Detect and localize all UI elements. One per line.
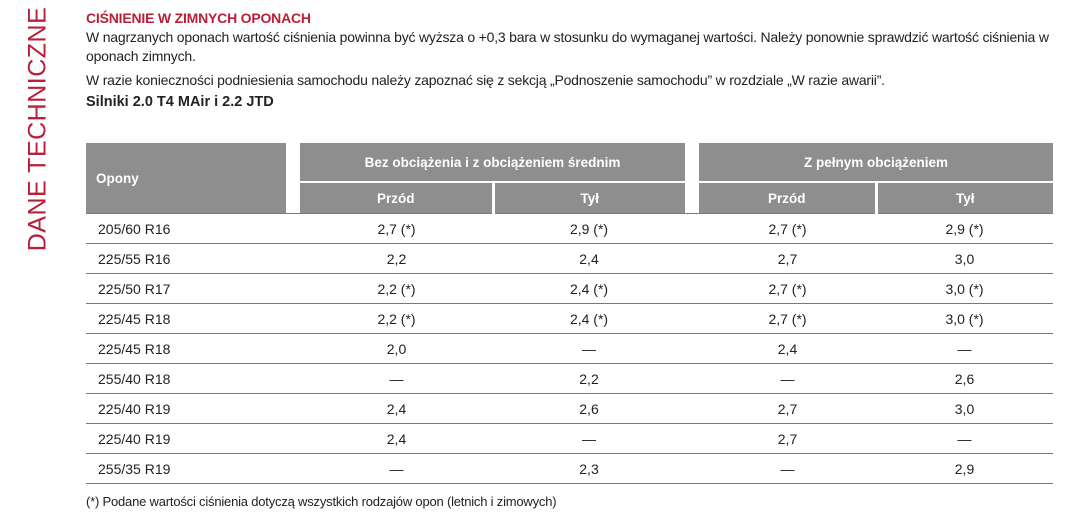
pressure-rear-full-cell: — <box>876 424 1053 454</box>
pressure-rear-full-cell: 2,9 <box>876 454 1053 484</box>
column-header-tires: Opony <box>86 143 286 214</box>
pressure-front-light-cell: 2,2 <box>300 244 493 274</box>
pressure-rear-light-cell: — <box>493 424 685 454</box>
table-row <box>86 394 1053 424</box>
engines-subheading: Silniki 2.0 T4 MAir i 2.2 JTD <box>86 94 274 110</box>
column-gap <box>286 364 300 394</box>
pressure-front-full-cell: 2,7 (*) <box>699 304 876 334</box>
tire-pressure-table <box>86 143 1053 484</box>
section-title: CIŚNIENIE W ZIMNYCH OPONACH <box>86 10 311 26</box>
pressure-front-light-cell: 2,2 (*) <box>300 274 493 304</box>
column-header-front-light: Przód <box>300 182 493 214</box>
pressure-rear-light-cell: — <box>493 334 685 364</box>
column-gap <box>286 274 300 304</box>
pressure-rear-full-cell: 2,6 <box>876 364 1053 394</box>
column-gap <box>286 143 300 214</box>
column-gap <box>685 143 699 214</box>
column-gap <box>685 334 699 364</box>
pressure-rear-full-cell: — <box>876 334 1053 364</box>
column-gap <box>685 364 699 394</box>
pressure-rear-light-cell: 2,3 <box>493 454 685 484</box>
pressure-front-light-cell: 2,4 <box>300 394 493 424</box>
group-header-light-load: Bez obciążenia i z obciążeniem średnim <box>300 143 685 182</box>
paragraph-lifting: W razie konieczności podniesienia samochodu należy zapoznać się z sekcją „Podnoszenie samochodu” w rozdziale „W razie awarii”. <box>86 72 885 88</box>
pressure-rear-full-cell: 3,0 <box>876 394 1053 424</box>
column-header-rear-light: Tył <box>493 182 685 214</box>
pressure-rear-full-cell: 3,0 <box>876 244 1053 274</box>
table-row <box>86 364 1053 394</box>
column-gap <box>286 394 300 424</box>
group-header-full-load: Z pełnym obciążeniem <box>699 143 1053 182</box>
table-row <box>86 274 1053 304</box>
tire-size-cell: 255/35 R19 <box>86 454 286 484</box>
table-row <box>86 304 1053 334</box>
column-gap <box>685 394 699 424</box>
column-header-front-full: Przód <box>699 182 876 214</box>
pressure-rear-full-cell: 3,0 (*) <box>876 274 1053 304</box>
tire-size-cell: 225/50 R17 <box>86 274 286 304</box>
tire-size-cell: 225/45 R18 <box>86 334 286 364</box>
pressure-front-light-cell: — <box>300 454 493 484</box>
column-gap <box>685 274 699 304</box>
pressure-front-full-cell: 2,7 (*) <box>699 274 876 304</box>
column-gap <box>286 424 300 454</box>
tire-size-cell: 225/40 R19 <box>86 424 286 454</box>
pressure-rear-full-cell: 3,0 (*) <box>876 304 1053 334</box>
tire-size-cell: 225/40 R19 <box>86 394 286 424</box>
table-body <box>86 214 1053 484</box>
pressure-front-full-cell: — <box>699 364 876 394</box>
column-gap <box>685 454 699 484</box>
footnote: (*) Podane wartości ciśnienia dotyczą wszystkich rodzajów opon (letnich i zimowych) <box>86 494 557 509</box>
column-header-rear-full: Tył <box>876 182 1053 214</box>
tire-size-cell: 255/40 R18 <box>86 364 286 394</box>
tire-size-cell: 205/60 R16 <box>86 214 286 244</box>
paragraph-warm-tires: W nagrzanych oponach wartość ciśnienia powinna być wyższa o +0,3 bara w stosunku do wymaganej wartości. Należy ponownie sprawdzić wartość ciśnienia w oponach zimnych. <box>86 29 1049 64</box>
tire-size-cell: 225/55 R16 <box>86 244 286 274</box>
pressure-rear-light-cell: 2,4 (*) <box>493 274 685 304</box>
table-row <box>86 334 1053 364</box>
pressure-front-full-cell: 2,7 (*) <box>699 214 876 244</box>
table-row <box>86 424 1053 454</box>
column-gap <box>286 334 300 364</box>
pressure-rear-full-cell: 2,9 (*) <box>876 214 1053 244</box>
column-gap <box>685 214 699 244</box>
pressure-front-light-cell: 2,0 <box>300 334 493 364</box>
pressure-front-light-cell: — <box>300 364 493 394</box>
pressure-front-full-cell: 2,7 <box>699 244 876 274</box>
main-content <box>86 8 1056 112</box>
pressure-rear-light-cell: 2,4 <box>493 244 685 274</box>
column-gap <box>286 244 300 274</box>
table-row <box>86 244 1053 274</box>
column-gap <box>286 214 300 244</box>
pressure-front-full-cell: 2,4 <box>699 334 876 364</box>
column-gap <box>286 454 300 484</box>
tire-size-cell: 225/45 R18 <box>86 304 286 334</box>
side-section-label-text: DANE TECHNICZNE <box>23 6 52 252</box>
pressure-front-full-cell: 2,7 <box>699 394 876 424</box>
pressure-rear-light-cell: 2,9 (*) <box>493 214 685 244</box>
pressure-front-light-cell: 2,4 <box>300 424 493 454</box>
pressure-front-light-cell: 2,7 (*) <box>300 214 493 244</box>
pressure-front-full-cell: — <box>699 454 876 484</box>
pressure-rear-light-cell: 2,4 (*) <box>493 304 685 334</box>
pressure-rear-light-cell: 2,2 <box>493 364 685 394</box>
pressure-front-full-cell: 2,7 <box>699 424 876 454</box>
column-gap <box>685 304 699 334</box>
pressure-rear-light-cell: 2,6 <box>493 394 685 424</box>
side-section-label <box>22 6 54 252</box>
table-row <box>86 214 1053 244</box>
column-gap <box>685 424 699 454</box>
column-gap <box>286 304 300 334</box>
pressure-front-light-cell: 2,2 (*) <box>300 304 493 334</box>
column-gap <box>685 244 699 274</box>
table-row <box>86 454 1053 484</box>
